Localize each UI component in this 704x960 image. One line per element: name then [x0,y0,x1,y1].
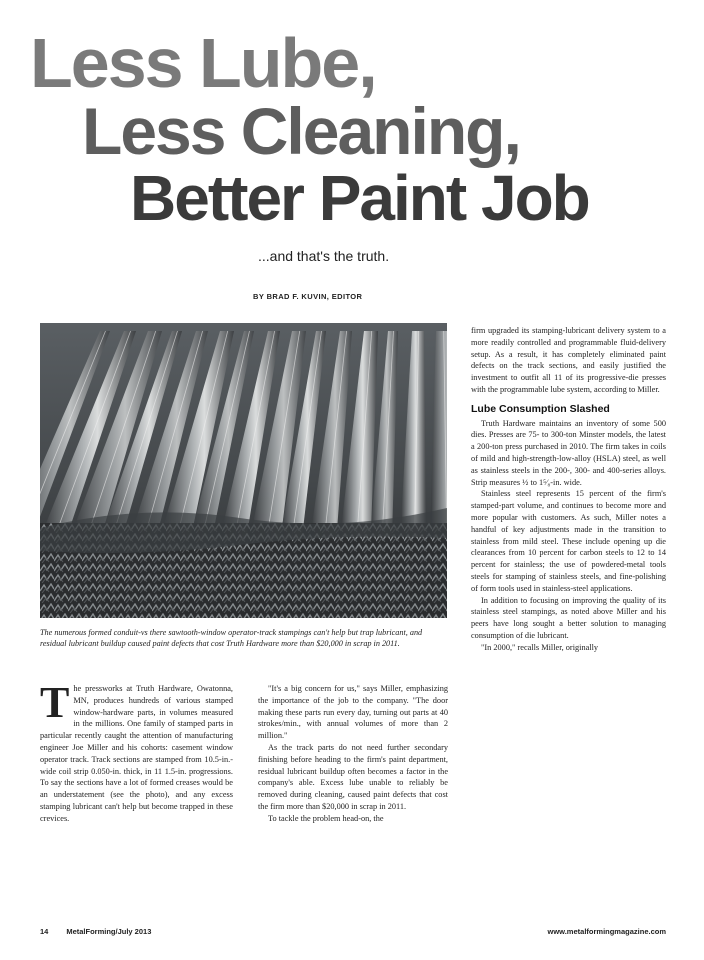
subtitle: ...and that's the truth. [258,248,390,264]
paragraph: Truth Hardware maintains an inventory of some 500 dies. Presses are 75- to 300-ton Minster models, the latest a 200-ton press purchased in 2010. The firm takes in coils of mild and high-strength-low-alloy (HSLA) steel, as well as stainless steels in the 200-, 300- and 400-series alloys. Strip measures ½ to 1⁵⁄₈-in. wide. [471,418,666,487]
paragraph: Stainless steel represents 15 percent of the firm's stamped-part volume, and continues to become more and more popular with customers. As such, Miller notes a handful of key adjustments made in the transition to stainless from mild steel. These include opening up die clearances from 10 percent for carbon steels to 12 to 14 percent for stainless; the use of powdered-metal tools steels for stamping of stainless steels, and fine-polishing of form tools used in stainless-steel applications. [471,489,666,593]
byline: BY BRAD F. KUVIN, EDITOR [253,292,363,301]
magazine-issue: MetalForming/July 2013 [66,927,152,936]
footer-website: www.metalformingmagazine.com [547,927,666,936]
page-number: 14 [40,927,49,936]
paragraph: "In 2000," recalls Miller, originally [481,642,599,652]
stamped-parts-image [40,323,447,618]
article-column-3 [471,325,666,654]
headline-line-1: Less Lube, [30,24,376,102]
drop-cap: T [40,678,70,727]
paragraph: "It's a big concern for us," says Miller, emphasizing the importance of the job to the company. "The door making these parts run every day, turning out parts at 40 strokes/min., with annual volumes of more than 2 million." [258,684,448,741]
footer-left [40,927,169,936]
paragraph: firm upgraded its stamping-lubricant delivery system to a more readily controlled and programmable fluid-delivery setup. As a result, it has completely eliminated paint defects on the track sections, and easily justified the investment to outfit all 11 of its progressive-die presses with the programmable lube system, according to Miller. [471,326,666,394]
headline-line-2: Less Cleaning, [82,94,520,168]
article-column-1 [40,678,233,825]
article-column-2 [258,683,448,825]
paragraph: In addition to focusing on improving the quality of its stainless steel stampings, as noted above Miller and his peers have long sought a better solution to managing consumption of die lubricant. [471,595,666,640]
paragraph: To tackle the problem head-on, the [268,813,384,823]
article-photo [40,323,447,618]
photo-caption: The numerous formed conduit-vs there sawtooth-window operator-track stampings can't help but trap lubricant, and residual lubricant buildup caused paint defects that cost Truth Hardware more than $20,000 in scrap in 2011. [40,628,423,648]
headline-line-3: Better Paint Job [130,162,589,234]
paragraph: As the track parts do not need further secondary finishing before heading to the firm's paint department, residual lubricant buildup often becomes a factor in the company's able. Excess lube unable to reliably be removed during cleaning, caused paint defects that cost the firm more than $20,000 in scrap in 2011. [258,742,448,811]
paragraph: The pressworks at Truth Hardware, Owatonna, MN, produces hundreds of various stamped window-hardware parts, in volumes measured in the millions. One family of stamped parts in particular recently caught the attention of manufacturing engineer Joe Miller and his cohorts: casement window operator track. Track sections are stamped from 10.5-in.-wide coil strip 0.050-in. thick, in 11 1.5-in. progressions. To say the sections have a lot of formed creases would be an understatement (see the photo), and any excess stamping lubricant can't help but become trapped in these crevices. [40,678,233,823]
section-heading: Lube Consumption Slashed [471,402,610,415]
